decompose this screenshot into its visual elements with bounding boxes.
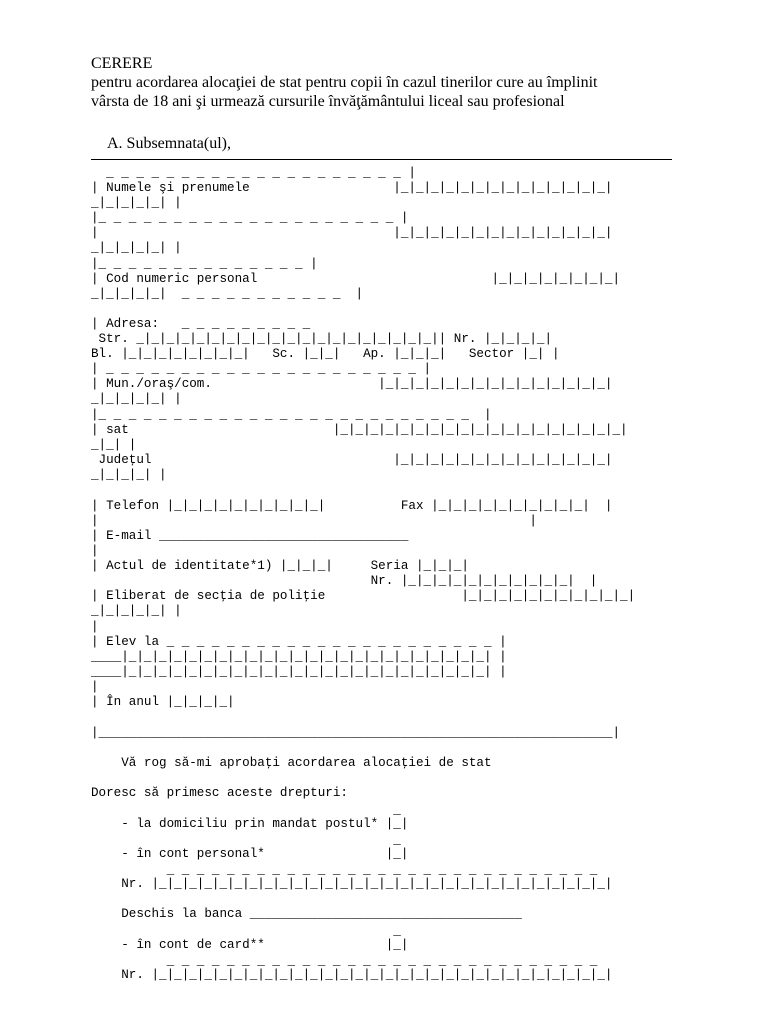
form-line: _ _ _ _ _ _ _ _ _ _ _ _ _ _ _ _ _ _ _ _ |: [91, 166, 416, 180]
form-line-block[interactable]: Bl. |_|_|_|_|_|_|_|_| Sc. |_|_| Ap. |_|_|_| Sector |_| |: [91, 347, 560, 361]
form-line: |_ _ _ _ _ _ _ _ _ _ _ _ _ _ _ _ _ _ _ _ _ _ _ _ _ |: [91, 408, 492, 422]
form-line: |: [91, 544, 99, 558]
form-line-school-cont[interactable]: ____|_|_|_|_|_|_|_|_|_|_|_|_|_|_|_|_|_|_|_|_|_|_|_|_| |: [91, 665, 507, 679]
option-postal-order[interactable]: - la domiciliu prin mandat postul* |_|: [91, 817, 409, 831]
account-number-field[interactable]: Nr. |_|_|_|_|_|_|_|_|_|_|_|_|_|_|_|_|_|_|_|_|_|_|_|_|_|_|_|_|_|_|: [91, 877, 613, 891]
form-line: _|_|_|_|_| |: [91, 604, 182, 618]
form-line-county[interactable]: Judeţul |_|_|_|_|_|_|_|_|_|_|_|_|_|_|: [91, 453, 613, 467]
form-line: _|_|_|_|_| _ _ _ _ _ _ _ _ _ _ _ |: [91, 287, 364, 301]
form-line-bottom-border: |____________________________________________________________________|: [91, 726, 621, 740]
form-line: _ _ _ _ _ _ _ _ _ _ _ _ _ _ _ _ _ _ _ _ _ _ _ _ _ _ _ _ _: [91, 863, 598, 877]
checkbox-top: _: [91, 924, 401, 938]
card-number-field[interactable]: Nr. |_|_|_|_|_|_|_|_|_|_|_|_|_|_|_|_|_|_|_|_|_|_|_|_|_|_|_|_|_|_|: [91, 968, 613, 982]
form-line: |: [91, 620, 99, 634]
document-title: CERERE: [91, 55, 153, 72]
section-top-rule: [91, 159, 672, 160]
form-line-phone-fax[interactable]: | Telefon |_|_|_|_|_|_|_|_|_|_| Fax |_|_|_|_|_|_|_|_|_|_| |: [91, 499, 613, 513]
form-line: | _ _ _ _ _ _ _ _ _ _ _ _ _ _ _ _ _ _ _ _ _ |: [91, 362, 432, 376]
form-line-id-series[interactable]: | Actul de identitate*1) |_|_|_| Seria |_|_|_|: [91, 559, 469, 573]
form-line: _|_|_|_|_| |: [91, 241, 182, 255]
form-line-id-number[interactable]: Nr. |_|_|_|_|_|_|_|_|_|_|_| |: [91, 574, 598, 588]
bank-name-field[interactable]: Deschis la banca ____________________________________: [91, 907, 522, 921]
form-line: _|_|_|_| |: [91, 468, 167, 482]
form-line-address-label: | Adresa: _ _ _ _ _ _ _ _ _: [91, 317, 311, 331]
form-line: _|_|_|_|_| |: [91, 196, 182, 210]
form-line: _|_| |: [91, 438, 137, 452]
form-line-email[interactable]: | E-mail _________________________________: [91, 529, 409, 543]
form-line: |_ _ _ _ _ _ _ _ _ _ _ _ _ _ |: [91, 257, 318, 271]
form-line-municipality[interactable]: | Mun./oraş/com. |_|_|_|_|_|_|_|_|_|_|_|_|_|_|_|: [91, 377, 613, 391]
option-card-account[interactable]: - în cont de card** |_|: [91, 938, 409, 952]
form-line-street[interactable]: Str. _|_|_|_|_|_|_|_|_|_|_|_|_|_|_|_|_|_|_|_|| Nr. |_|_|_|_|: [91, 332, 553, 346]
form-line: _ _ _ _ _ _ _ _ _ _ _ _ _ _ _ _ _ _ _ _ _ _ _ _ _ _ _ _ _: [91, 954, 598, 968]
form-line-issued-by[interactable]: | Eliberat de secţia de poliţie |_|_|_|_|_|_|_|_|_|_|_|: [91, 589, 636, 603]
form-line-school-cont[interactable]: ____|_|_|_|_|_|_|_|_|_|_|_|_|_|_|_|_|_|_|_|_|_|_|_|_| |: [91, 650, 507, 664]
document-subtitle-line-2: vârsta de 18 ani şi urmează cursurile învăţământului liceal sau profesional: [91, 93, 565, 110]
form-line: |_ _ _ _ _ _ _ _ _ _ _ _ _ _ _ _ _ _ _ _ |: [91, 211, 409, 225]
form-line: | |: [91, 514, 537, 528]
form-line: _|_|_|_|_| |: [91, 392, 182, 406]
form-line-year[interactable]: | În anul |_|_|_|_|: [91, 695, 235, 709]
form-line-school[interactable]: | Elev la _ _ _ _ _ _ _ _ _ _ _ _ _ _ _ _ _ _ _ _ _ _ |: [91, 635, 507, 649]
document-subtitle-line-1: pentru acordarea alocaţiei de stat pentru copii în cazul tinerilor cure au împlinit: [91, 74, 598, 91]
form-line: |: [91, 680, 99, 694]
payment-options-heading: Doresc să primesc aceste drepturi:: [91, 786, 348, 800]
form-line-name[interactable]: | Numele şi prenumele |_|_|_|_|_|_|_|_|_|_|_|_|_|_|: [91, 181, 613, 195]
checkbox-top: _: [91, 803, 401, 817]
form-line-name-cont[interactable]: | |_|_|_|_|_|_|_|_|_|_|_|_|_|_|: [91, 226, 613, 240]
checkbox-top: _: [91, 833, 401, 847]
form-line-village[interactable]: | sat |_|_|_|_|_|_|_|_|_|_|_|_|_|_|_|_|_|_|_|: [91, 423, 628, 437]
form-line-cnp[interactable]: | Cod numeric personal |_|_|_|_|_|_|_|_|: [91, 272, 621, 286]
request-statement: Vă rog să-mi aprobaţi acordarea alocaţiei de stat: [91, 756, 492, 770]
option-personal-account[interactable]: - în cont personal* |_|: [91, 847, 409, 861]
section-a-heading: A. Subsemnata(ul),: [107, 135, 231, 152]
